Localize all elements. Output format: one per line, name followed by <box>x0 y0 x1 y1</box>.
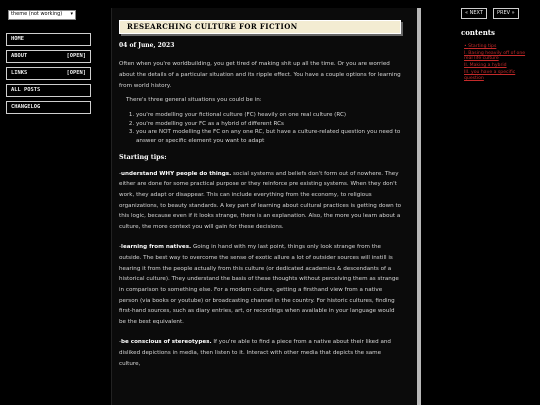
sidebar-item-label: ABOUT <box>11 53 28 60</box>
chevron-down-icon: ▾ <box>70 11 73 18</box>
tip-paragraph: -understand WHY people do things. social systems and beliefs don't form out of nowhere. They either are done for some practical purpose or they reinforce pre existing systems. When they don't work, they adapt or disappear. This can include everything from the economy, to religious organizations, to beauty standards. A key part of learning about cultural practices is getting down to this logic, because even if it looks strange, there is an explanation. Also, the more you learn about a culture, the more context you will gain for these decisions. <box>119 170 402 230</box>
prev-button[interactable]: PREV » <box>493 8 519 19</box>
tip-lead: learning from natives. <box>121 244 192 251</box>
toc-link[interactable] <box>464 51 534 62</box>
sidebar-item-all-posts[interactable] <box>6 84 91 97</box>
table-of-contents <box>461 44 534 82</box>
post-column <box>111 8 421 405</box>
tip-text: Going in hand with my last point, things only look strange from the outside. The best way to overcome the sense of exotic allure a lot of outsider sources will instill is hearing it from the people actually from this culture (or dedicated academics & descendants of a historical culture). They understand the basis of these thoughts without perceiving them as strange in comparison to something else. For a modern culture, getting a firsthand view from a native person (via books or youtube) or broadcasting channel in the country. For historic cultures, finding first-hand sources, such as diary entries, art, or recordings when available in your language would be the best equivalent. <box>119 244 399 325</box>
pager <box>461 8 519 19</box>
sidebar-item-home[interactable] <box>6 33 91 46</box>
post-title: RESEARCHING CULTURE FOR FICTION <box>119 20 401 34</box>
list-item: 3. you are NOT modelling the FC on any one RC, but have a culture-related question you need to answer or specific element you want to adapt <box>136 128 402 145</box>
post-intro: Often when you're worldbuilding, you get tired of making shit up all the time. Or you are worried about the details of a particular situation and its ripple effect. You have a couple options for learning from world history. <box>119 61 401 89</box>
toc-link[interactable]: • Starting tips <box>464 44 497 49</box>
sidebar-item-label: HOME <box>11 36 24 43</box>
post-lead: There's three general situations you could be in: <box>126 97 262 104</box>
tip-text: If you're able to find a piece from a native about their liked and disliked depictions in media, then listen to it. Interact with other media that depicts the same culture, <box>119 339 391 367</box>
post-body <box>119 40 402 379</box>
toc-link[interactable] <box>464 63 534 69</box>
list-item: 2. you're modelling your FC as a hybrid of different RCs <box>136 120 402 129</box>
toc-link[interactable] <box>464 70 534 81</box>
sidebar-item-changelog[interactable] <box>6 101 91 114</box>
sidebar-item-about[interactable] <box>6 50 91 63</box>
theme-select[interactable] <box>8 10 76 20</box>
tip-text: social systems and beliefs don't form out of nowhere. They either are done for some practical purpose or they reinforce pre existing systems. When they don't work, they adapt or disappear. This can include everything from the economy, to religious organizations, to beauty standards. A key part of learning about cultural practices is getting down to this logic, because even if it looks strange, there is an explanation. Also, the more you learn about a culture, the more context you will gain for these decisions. <box>119 170 402 230</box>
toc-link-label: Starting tips <box>468 44 497 49</box>
sidebar-item-toggle: [OPEN] <box>66 70 86 77</box>
tips-heading: Starting tips: <box>119 152 167 161</box>
sidebar-item-label: LINKS <box>11 70 28 77</box>
toc-link-label: III. you have a specific question <box>464 69 516 81</box>
next-button[interactable]: « NEXT <box>461 8 487 19</box>
tip-paragraph: -learning from natives. Going in hand with my last point, things only look strange from the outside. The best way to overcome the sense of exotic allure a lot of outsider sources will instill is hearing it from the people actually from this culture (or dedicated academics & descendants of a historical culture). They understand the basis of these thoughts without perceiving them as strange in comparison to something else. For a modern culture, getting a firsthand view from a native person (via books or youtube) or broadcasting channel in the country. For historic cultures, finding first-hand sources, such as diary entries, art, or recordings when available in your language would be the best equivalent. <box>119 244 399 325</box>
list-item: 1. you're modelling your fictional culture (FC) heavily on one real culture (RC) <box>136 111 402 120</box>
sidebar-item-toggle: [OPEN] <box>66 53 86 60</box>
sidebar-item-label: ALL POSTS <box>11 87 41 94</box>
tip-lead: be conscious of stereotypes. <box>121 339 212 346</box>
situations-list <box>119 111 402 146</box>
sidebar-item-links[interactable] <box>6 67 91 80</box>
theme-select-value: theme (not working) <box>11 11 63 18</box>
contents-heading: contents <box>461 28 495 37</box>
post-date: 04 of June, 2023 <box>119 42 175 49</box>
toc-link-label: I. Basing heavily off of one real life culture <box>464 50 526 62</box>
tip-lead: understand WHY people do things. <box>121 170 232 177</box>
sidebar-nav <box>6 33 91 118</box>
tip-paragraph: -be conscious of stereotypes. If you're able to find a piece from a native about their liked and disliked depictions in media, then listen to it. Interact with other media that depicts the same culture, <box>119 339 391 367</box>
toc-link-label: II. Making a hybrid <box>464 63 507 69</box>
sidebar-item-label: CHANGELOG <box>11 104 41 111</box>
